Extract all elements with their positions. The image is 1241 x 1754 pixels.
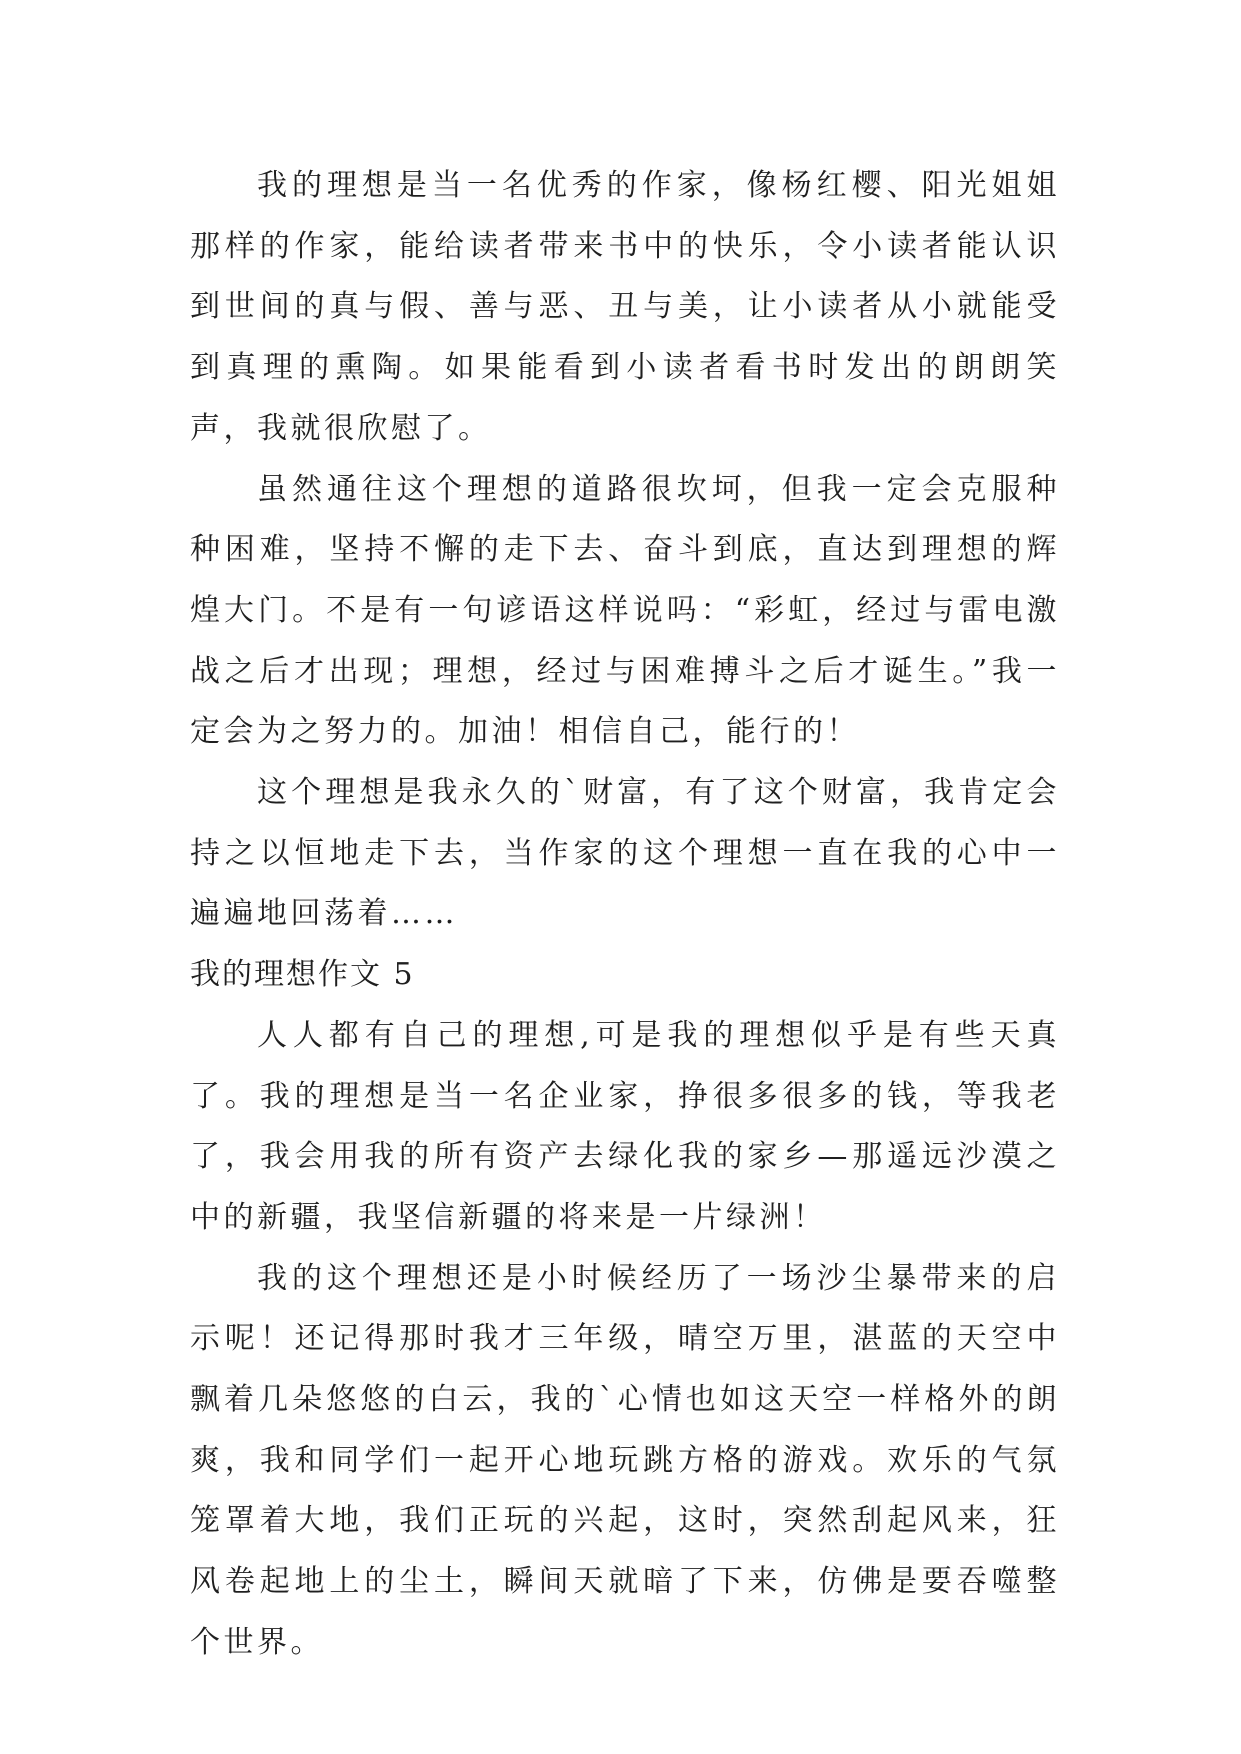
- paragraph-treasure: 这个理想是我永久的`财富，有了这个财富，我肯定会持之以恒地走下去，当作家的这个理想一直在我的心中一遍遍地回荡着……: [190, 775, 1060, 932]
- paragraph-ideal-writer: 我的理想是当一名优秀的作家，像杨红樱、阳光姐姐那样的作家，能给读者带来书中的快乐，令小读者能认识到世间的真与假、善与恶、丑与美，让小读者从小就能受到真理的熏陶。如果能看到小读者看书时发出的朗朗笑声，我就很欣慰了。: [190, 168, 1060, 446]
- paragraph-perseverance: 虽然通往这个理想的道路很坎坷，但我一定会克服种种困难，坚持不懈的走下去、奋斗到底，直达到理想的辉煌大门。不是有一句谚语这样说吗：“彩虹，经过与雷电激战之后才出现；理想，经过与困难搏斗之后才诞生。”我一定会为之努力的。加油！相信自己，能行的！: [190, 471, 1060, 750]
- paragraph-sandstorm: 我的这个理想还是小时候经历了一场沙尘暴带来的启示呢！还记得那时我才三年级，晴空万里，湛蓝的天空中飘着几朵悠悠的白云，我的`心情也如这天空一样格外的朗爽，我和同学们一起开心地玩跳方格的游戏。欢乐的气氛笼罩着大地，我们正玩的兴起，这时，突然刮起风来，狂风卷起地上的尘土，瞬间天就暗了下来，仿佛是要吞噬整个世界。: [190, 1260, 1060, 1660]
- document-body: [190, 156, 1060, 1674]
- paragraph-ideal-entrepreneur: 人人都有自己的理想,可是我的理想似乎是有些天真了。我的理想是当一名企业家，挣很多很多的钱，等我老了，我会用我的所有资产去绿化我的家乡—那遥远沙漠之中的新疆，我坚信新疆的将来是一片绿洲！: [190, 1017, 1060, 1235]
- section-heading: 我的理想作文 5: [190, 957, 415, 993]
